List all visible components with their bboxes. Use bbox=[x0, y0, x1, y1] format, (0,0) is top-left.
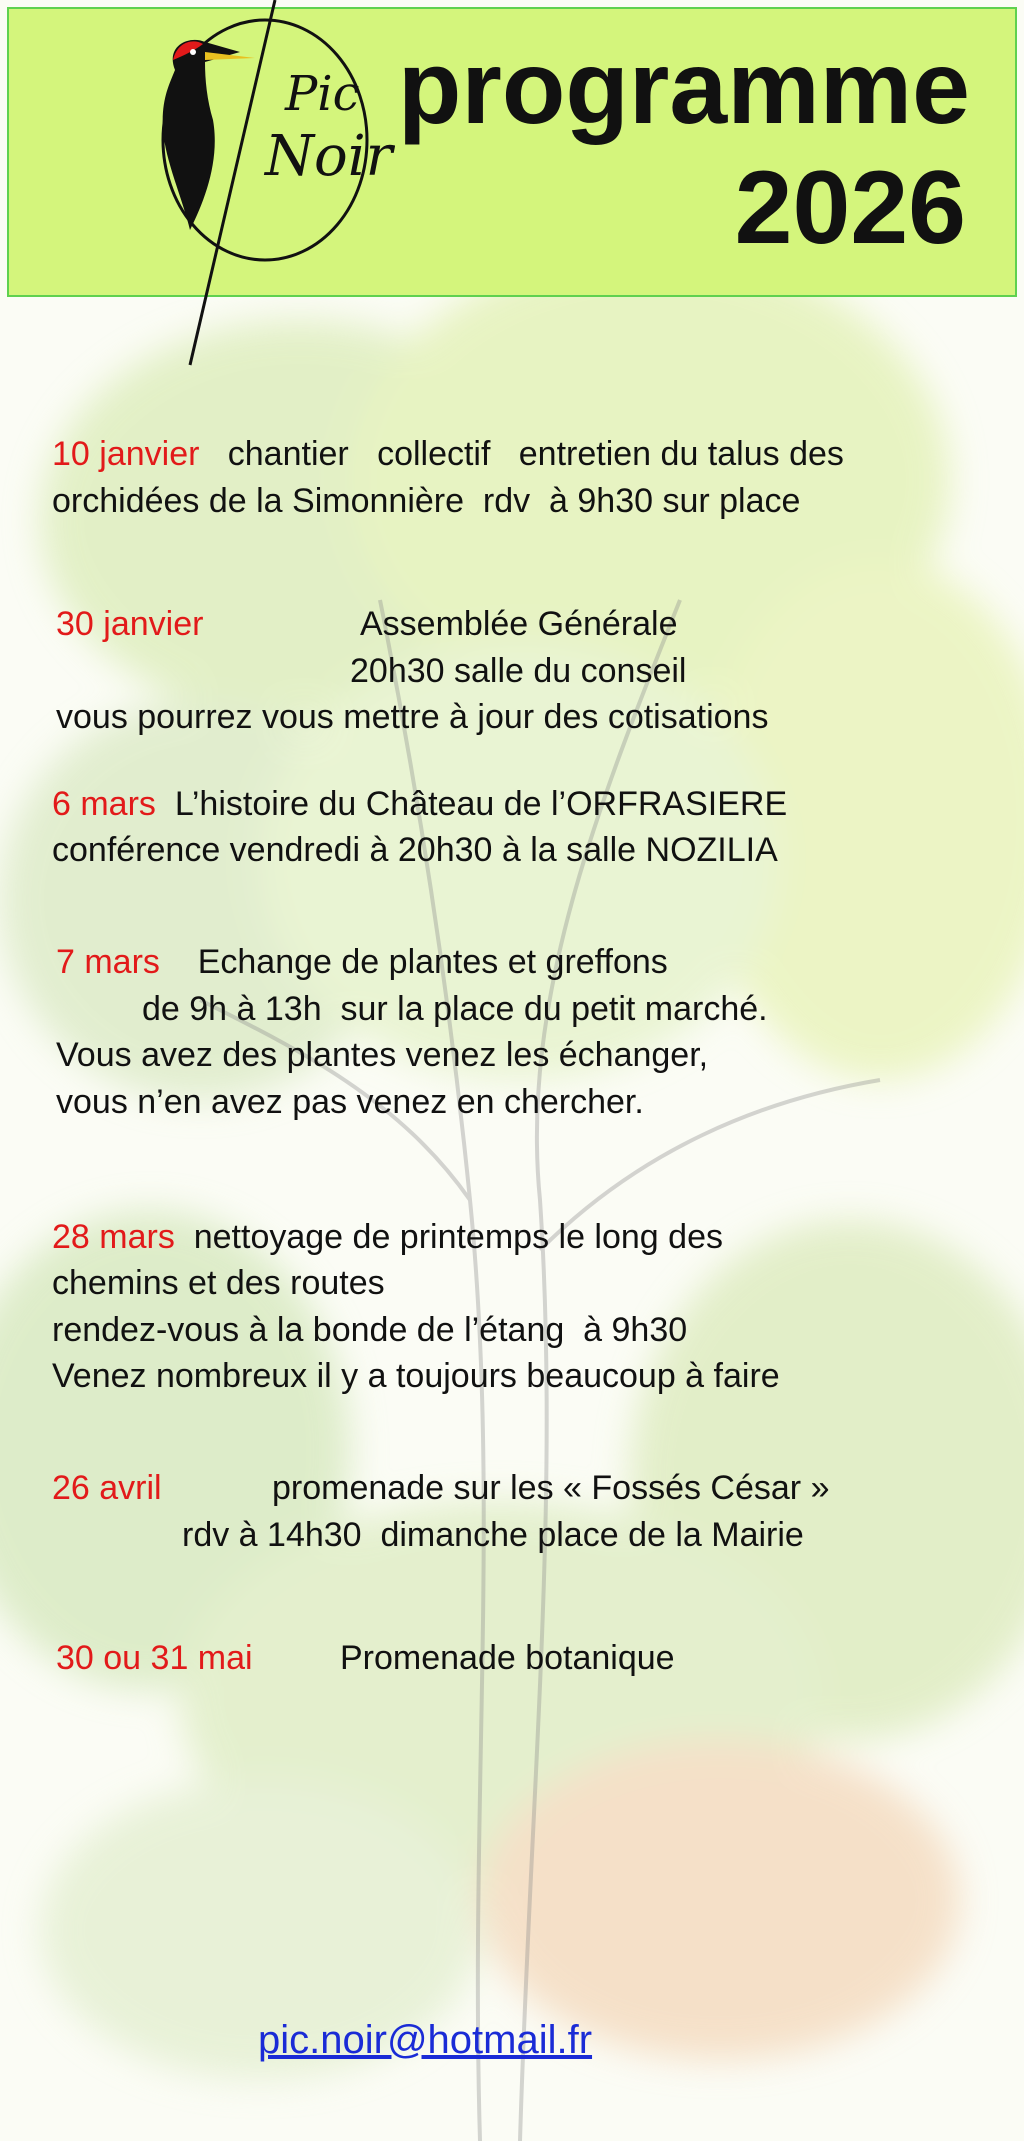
event-line: Promenade botanique bbox=[340, 1639, 675, 1677]
title-year: 2026 bbox=[734, 150, 966, 266]
event-line: rdv à 14h30 dimanche place de la Mairie bbox=[182, 1516, 804, 1554]
event-line: vous pourrez vous mettre à jour des cotisations bbox=[56, 698, 769, 736]
event-line: Echange de plantes et greffons bbox=[197, 943, 668, 981]
event-line: L’histoire du Château de l’ORFRASIERE bbox=[174, 785, 788, 823]
event-line: conférence vendredi à 20h30 à la salle NOZILIA bbox=[52, 831, 778, 869]
event-line: chantier collectif entretien du talus des bbox=[227, 435, 844, 473]
event-date: 30 janvier bbox=[56, 605, 204, 643]
title-programme: programme bbox=[397, 30, 970, 146]
event-28-mars bbox=[52, 1215, 723, 1260]
event-line: vous n’en avez pas venez en chercher. bbox=[56, 1083, 644, 1121]
event-10-janvier bbox=[52, 432, 844, 477]
event-line: nettoyage de printemps le long des bbox=[193, 1218, 723, 1256]
event-date: 26 avril bbox=[52, 1469, 162, 1507]
event-date: 10 janvier bbox=[52, 435, 200, 473]
svg-text:Pic: Pic bbox=[285, 66, 360, 122]
event-line: promenade sur les « Fossés César » bbox=[272, 1469, 830, 1507]
event-line: Vous avez des plantes venez les échanger, bbox=[56, 1036, 709, 1074]
event-7-mars bbox=[56, 940, 668, 985]
event-date: 7 mars bbox=[56, 943, 160, 981]
event-date: 28 mars bbox=[52, 1218, 175, 1256]
event-date: 30 ou 31 mai bbox=[56, 1639, 253, 1677]
event-line: orchidées de la Simonnière rdv à 9h30 sur place bbox=[52, 482, 801, 520]
email-link[interactable]: pic.noir@hotmail.fr bbox=[258, 2018, 593, 2062]
event-6-mars bbox=[52, 782, 787, 827]
event-date: 6 mars bbox=[52, 785, 156, 823]
event-line: rendez-vous à la bonde de l’étang à 9h30 bbox=[52, 1311, 688, 1349]
woodpecker-logo bbox=[135, 0, 395, 370]
event-line: de 9h à 13h sur la place du petit marché. bbox=[142, 990, 768, 1028]
svg-text:Noir: Noir bbox=[265, 124, 393, 189]
event-line: Venez nombreux il y a toujours beaucoup à faire bbox=[52, 1357, 780, 1395]
event-line: chemins et des routes bbox=[52, 1264, 385, 1302]
event-line: Assemblée Générale bbox=[360, 605, 678, 643]
event-line: 20h30 salle du conseil bbox=[350, 652, 687, 690]
